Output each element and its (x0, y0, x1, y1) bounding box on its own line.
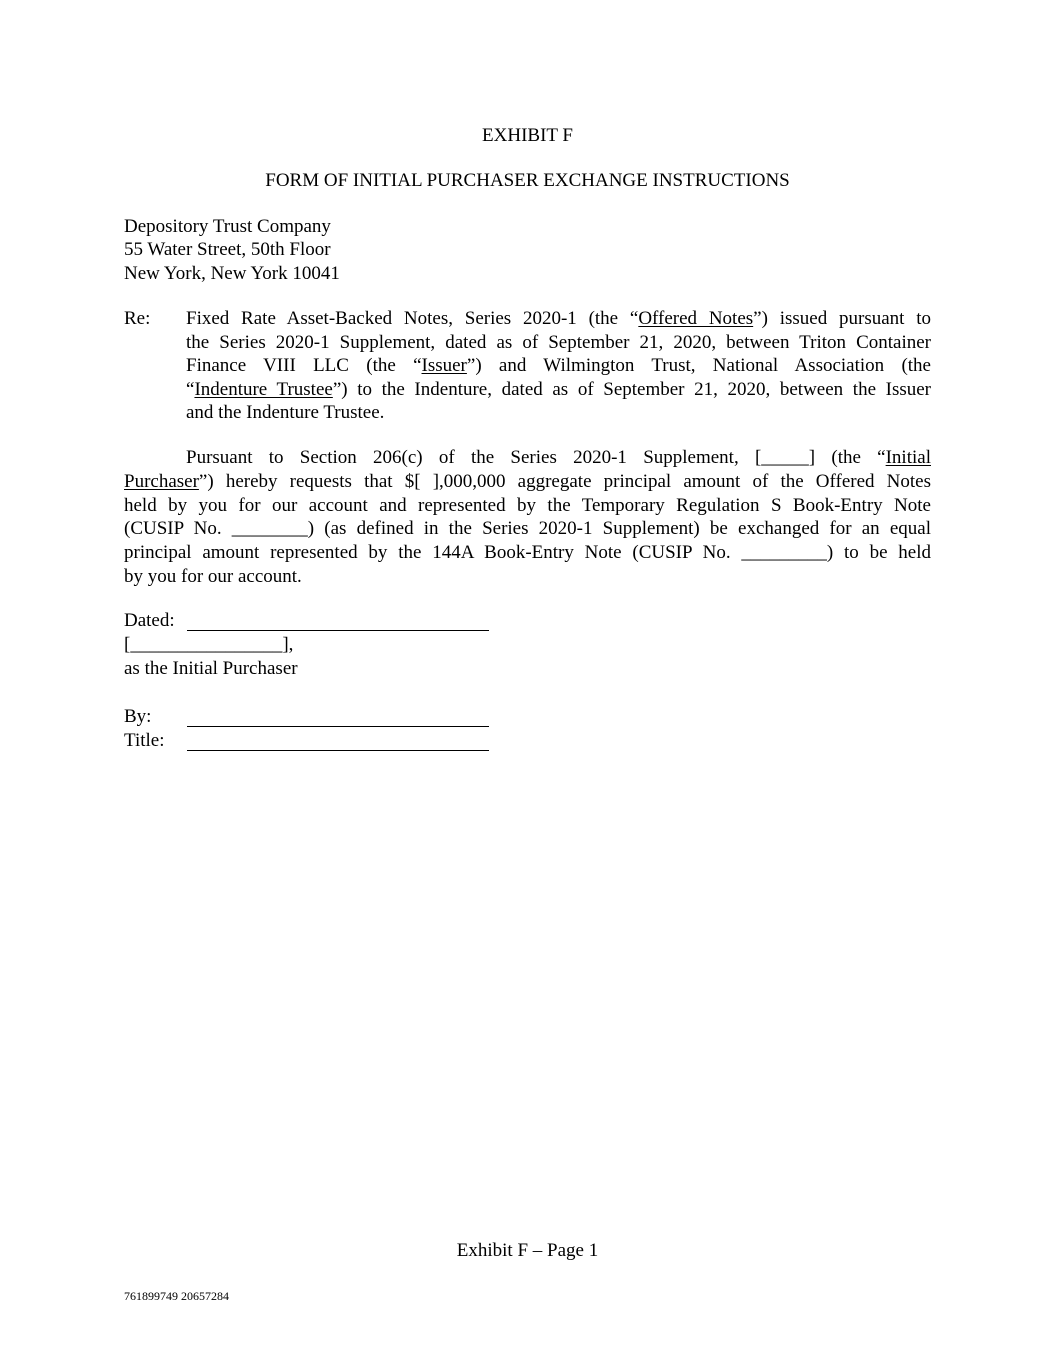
document-id: 761899749 20657284 (124, 1289, 229, 1303)
re-line-4 (186, 378, 931, 401)
address-line-1: Depository Trust Company (124, 216, 331, 237)
re-text: Finance VIII LLC (the “ (186, 355, 422, 376)
title-signature-line[interactable] (187, 750, 489, 751)
re-text: “ (186, 379, 195, 400)
para-line-6: by you for our account. (124, 566, 302, 587)
para-text: ”) hereby requests that $[ ],000,000 aggregate principal amount of the Offered Notes (198, 471, 931, 492)
page-footer: Exhibit F – Page 1 (456, 1240, 599, 1261)
re-text: ”) to the Indenture, dated as of September 21, 2020, between the Issuer (332, 379, 931, 400)
re-line-2: the Series 2020-1 Supplement, dated as of September 21, 2020, between Triton Container (186, 332, 931, 353)
re-line-5: and the Indenture Trustee. (186, 402, 385, 423)
re-line-1 (186, 307, 931, 330)
defined-term-indenture-trustee: Indenture Trustee (194, 379, 333, 400)
para-line-4: (CUSIP No. ________) (as defined in the Series 2020-1 Supplement) be exchanged for an equal (124, 518, 931, 539)
para-line-1 (186, 446, 931, 469)
by-signature-line[interactable] (187, 726, 489, 727)
defined-term-offered-notes: Offered Notes (638, 308, 754, 329)
exhibit-heading: EXHIBIT F (482, 125, 573, 146)
re-label: Re: (124, 308, 151, 329)
defined-term-purchaser: Purchaser (124, 471, 199, 492)
purchaser-role: as the Initial Purchaser (124, 658, 298, 679)
para-line-5: principal amount represented by the 144A Book-Entry Note (CUSIP No. _________) to be held (124, 542, 931, 563)
address-line-2: 55 Water Street, 50th Floor (124, 239, 331, 260)
para-line-3: held by you for our account and represented by the Temporary Regulation S Book-Entry Note (124, 495, 931, 516)
para-text: Pursuant to Section 206(c) of the Series 2020-1 Supplement, [_____] (the “ (186, 447, 886, 468)
dated-label: Dated: (124, 610, 175, 631)
re-text: ”) and Wilmington Trust, National Association (the (466, 355, 931, 376)
dated-blank-line[interactable] (187, 630, 489, 631)
address-line-3: New York, New York 10041 (124, 263, 340, 284)
defined-term-issuer: Issuer (421, 355, 467, 376)
by-label: By: (124, 706, 152, 727)
exhibit-subheading: FORM OF INITIAL PURCHASER EXCHANGE INSTRUCTIONS (265, 170, 790, 191)
purchaser-name-blank: [________________], (124, 634, 294, 655)
re-line-3 (186, 354, 931, 377)
re-text: ”) issued pursuant to (753, 308, 931, 329)
title-label: Title: (124, 730, 165, 751)
defined-term-initial: Initial (885, 447, 931, 468)
para-line-2 (124, 470, 931, 493)
re-text: Fixed Rate Asset-Backed Notes, Series 2020-1 (the “ (186, 308, 639, 329)
